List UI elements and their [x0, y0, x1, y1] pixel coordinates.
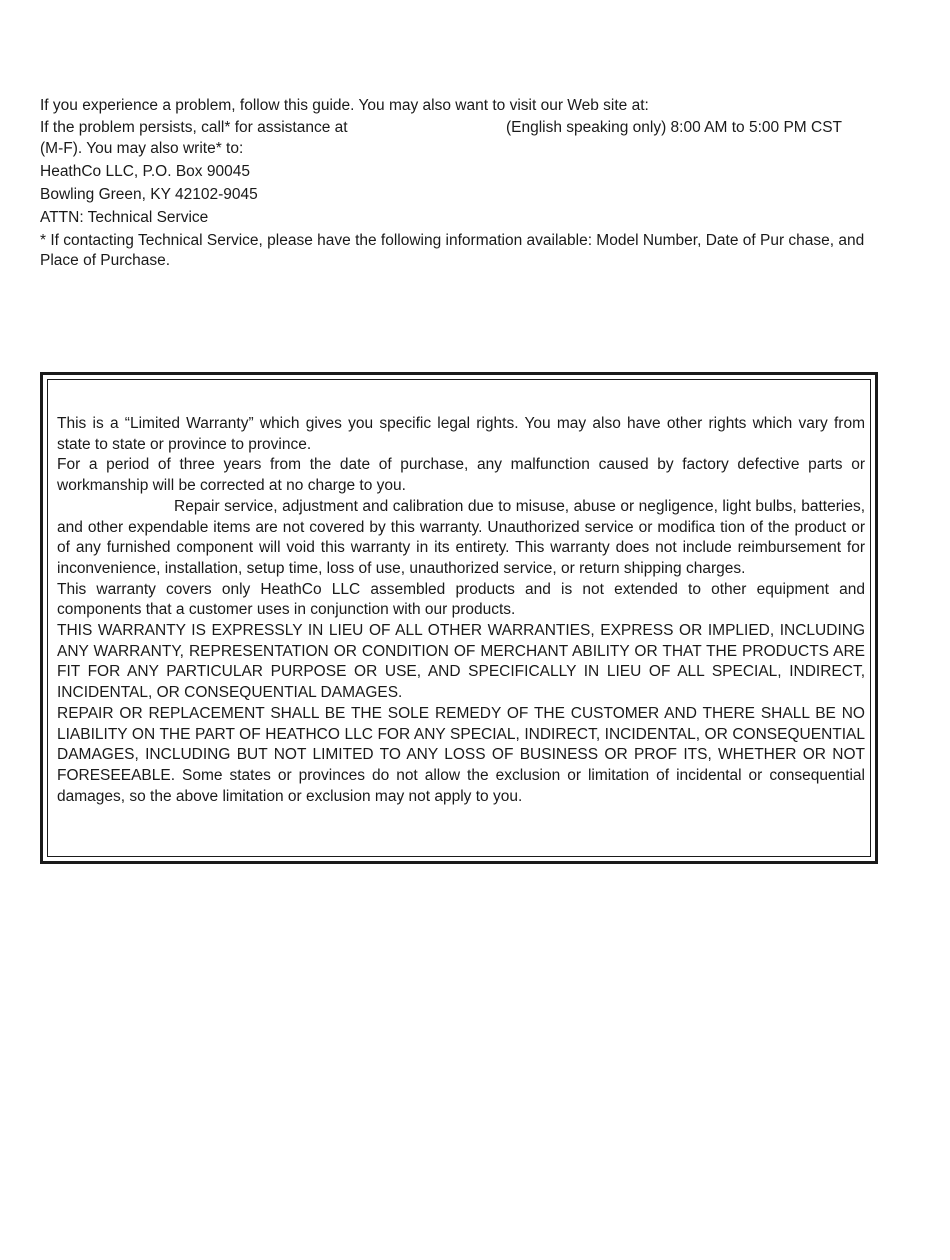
warranty-paragraph-6-caps: REPAIR OR REPLACEMENT SHALL BE THE SOLE REMEDY OF THE CUSTOMER AND THERE SHALL BE NO LIABILITY ON THE PART OF HEATHCO LLC FOR ANY SPECIAL, INDIRECT, INCIDENTAL, OR CONSEQUENTIAL DAMAGES, INCLUDING BUT NOT LIMITED TO ANY LOSS OF BUSINESS OR PROF ITS, WHETHER OR NOT FORESEEABLE. [57, 704, 865, 784]
address-line-1: HeathCo LLC, P.O. Box 90045 [40, 163, 250, 180]
warranty-box [40, 372, 878, 864]
attention-line: ATTN: Technical Service [40, 209, 209, 226]
warranty-paragraph-5: THIS WARRANTY IS EXPRESSLY IN LIEU OF ALL OTHER WARRANTIES, EXPRESS OR IMPLIED, INCLUDING ANY WARRANTY, REPRESENTATION OR CONDITION OF MERCHANT ABILITY OR THAT THE PRODUCTS ARE FIT FOR ANY PARTICULAR PURPOSE OR USE, AND SPECIFICALLY IN LIEU OF ALL SPECIAL, INDIRECT, INCIDENTAL, OR CONSEQUENTIAL DAMAGES. [57, 622, 865, 702]
warranty-paragraph-4: This warranty covers only HeathCo LLC assembled products and is not extended to other equipment and components that a customer uses in conjunction with our products. [57, 580, 865, 619]
warranty-paragraph-1: This is a “Limited Warranty” which gives you specific legal rights. You may also have other rights which vary from state to state or province to province. [57, 415, 865, 453]
warranty-paragraph-3 [57, 497, 865, 580]
warranty-paragraph-6-rest: Some states or provinces do not allow the exclusion or limitation of incidental or consequential damages, so the above limitation or exclusion may not apply to you. [57, 766, 865, 805]
address-line-2: Bowling Green, KY 42102-9045 [40, 186, 258, 203]
help-intro-text: If you experience a problem, follow this guide. You may also want to visit our Web site at: [40, 97, 649, 114]
help-call-text: If the problem persists, call* for assistance at [40, 119, 348, 136]
warranty-paragraph-6 [57, 704, 865, 808]
warranty-text [57, 414, 865, 807]
help-hours-text: (English speaking only) 8:00 AM to 5:00 PM CST [506, 119, 842, 136]
warranty-paragraph-3-text: Repair service, adjustment and calibration due to misuse, abuse or negligence, light bulbs, batteries, and other expendable items are not covered by this warranty. Unauthorized service or modifica tion of the product or of any furnished component will void this warranty in its entirety. This warranty does not include reimbursement for inconvenience, installation, setup time, loss of use, unauthorized service, or return shipping charges. [57, 497, 865, 577]
warranty-paragraph-2: For a period of three years from the date of purchase, any malfunction caused by factory defective parts or workmanship will be corrected at no charge to you. [57, 456, 865, 495]
help-write-text: (M-F). You may also write* to: [40, 140, 244, 157]
footnote-text: * If contacting Technical Service, please have the following information available: Model Number, Date of Pur chase, and Place of Purchase. [40, 232, 865, 269]
